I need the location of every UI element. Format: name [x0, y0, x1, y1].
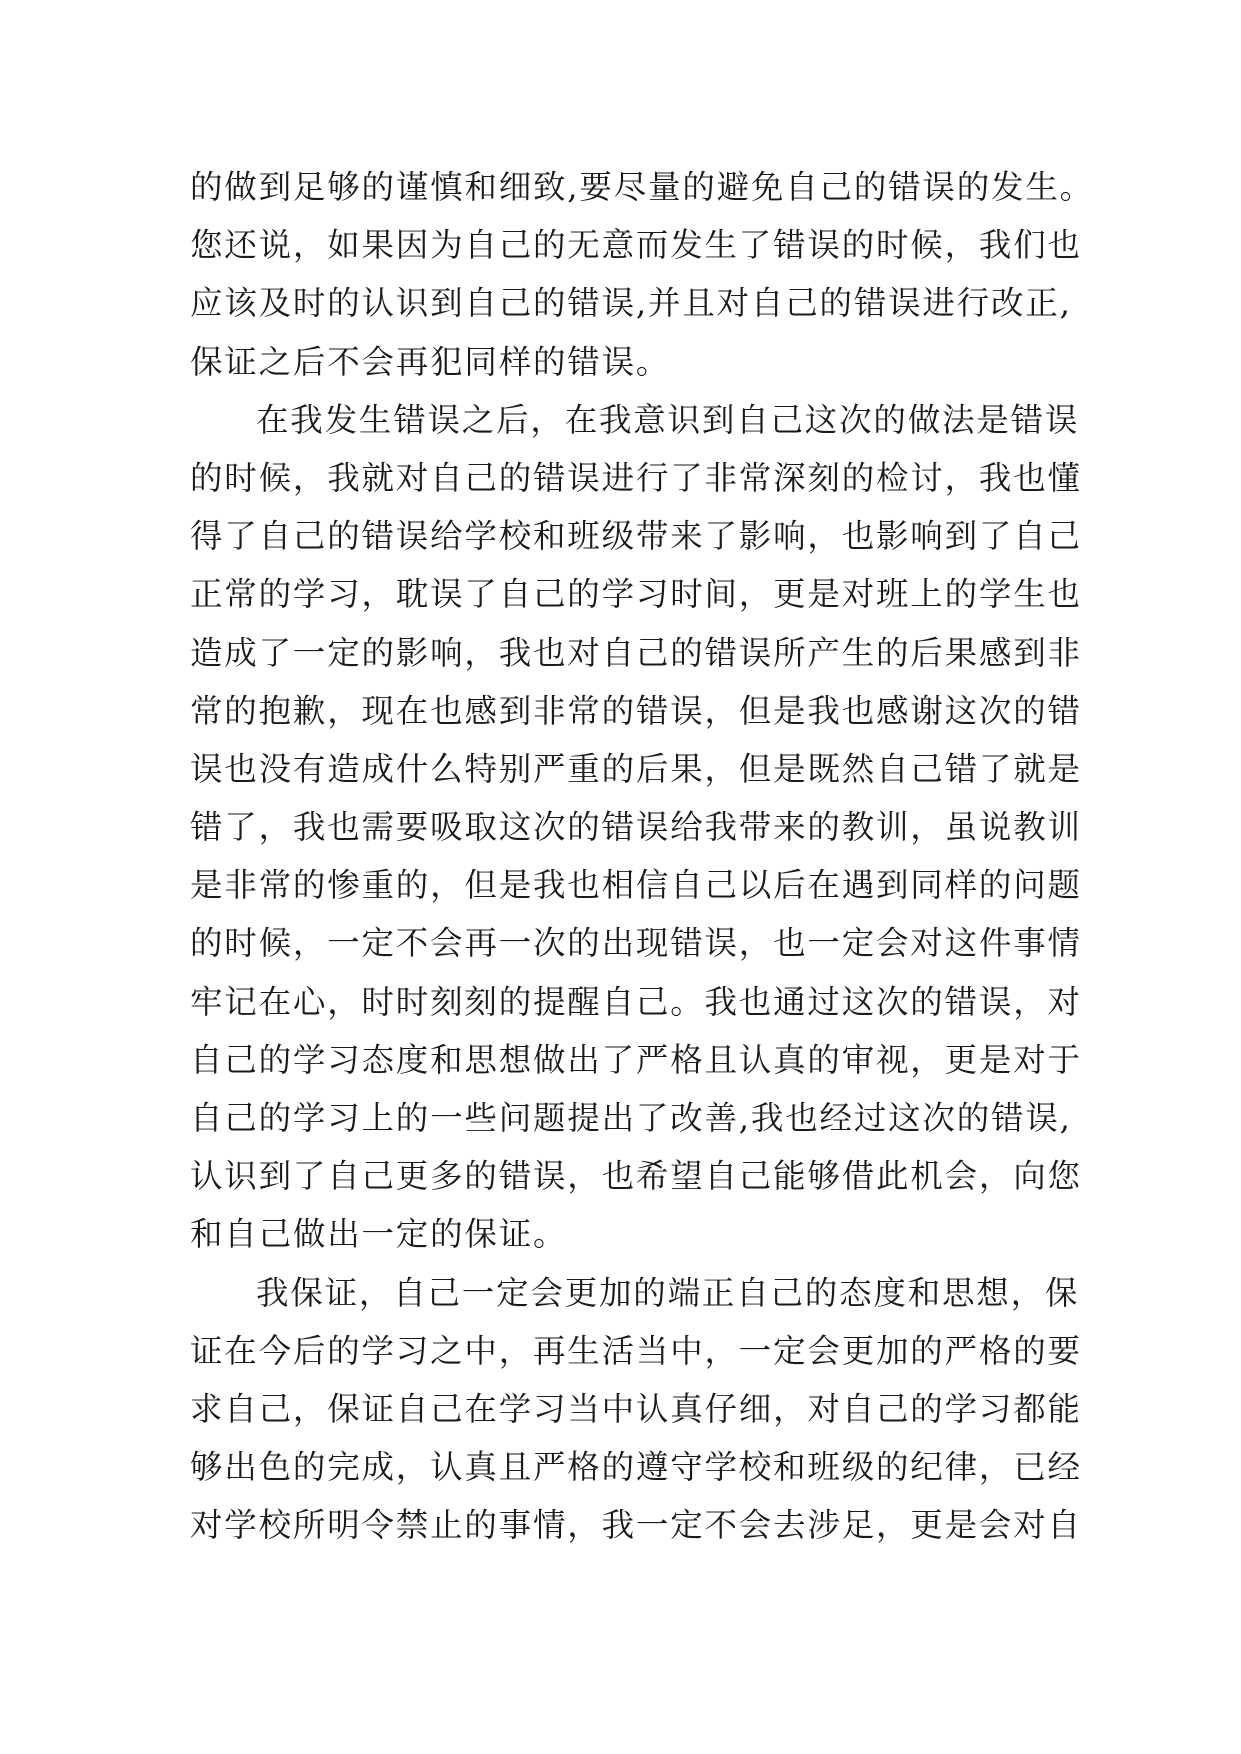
- text-line: 应该及时的认识到自己的错误,并且对自己的错误进行改正,: [190, 284, 1072, 323]
- text-line: 的时候，一定不会再一次的出现错误，也一定会对这件事情: [190, 924, 1082, 963]
- text-line: 保证之后不会再犯同样的错误。: [190, 342, 671, 381]
- text-line: 对学校所明令禁止的事情，我一定不会去涉足，更是会对自: [190, 1506, 1082, 1545]
- text-line: 常的抱歉，现在也感到非常的错误，但是我也感谢这次的错: [190, 691, 1082, 730]
- text-line: 错了，我也需要吸取这次的错误给我带来的教训，虽说教训: [190, 808, 1082, 847]
- text-line: 正常的学习，耽误了自己的学习时间，更是对班上的学生也: [190, 575, 1082, 614]
- text-line: 的时候，我就对自己的错误进行了非常深刻的检讨，我也懂: [190, 458, 1082, 497]
- text-line: 求自己，保证自己在学习当中认真仔细，对自己的学习都能: [190, 1389, 1082, 1428]
- text-line: 误也没有造成什么特别严重的后果，但是既然自己错了就是: [190, 749, 1082, 788]
- text-line: 和自己做出一定的保证。: [190, 1215, 568, 1254]
- text-line: 自己的学习上的一些问题提出了改善,我也经过这次的错误,: [190, 1099, 1072, 1137]
- text-line: 您还说，如果因为自己的无意而发生了错误的时候，我们也: [190, 226, 1082, 265]
- text-line: 牢记在心，时时刻刻的提醒自己。我也通过这次的错误，对: [190, 982, 1082, 1021]
- text-line: 的做到足够的谨慎和细致,要尽量的避免自己的错误的发生。: [190, 168, 1094, 206]
- document-body: [190, 158, 1094, 1555]
- text-line: 自己的学习态度和思想做出了严格且认真的审视，更是对于: [190, 1040, 1082, 1079]
- paragraph-first-line: 我保证，自己一定会更加的端正自己的态度和思想，保: [256, 1273, 1080, 1312]
- text-line: 得了自己的错误给学校和班级带来了影响，也影响到了自己: [190, 517, 1082, 556]
- text-line: 证在今后的学习之中，再生活当中，一定会更加的严格的要: [190, 1331, 1082, 1370]
- text-line: 造成了一定的影响，我也对自己的错误所产生的后果感到非: [190, 633, 1082, 672]
- paragraph-first-line: 在我发生错误之后，在我意识到自己这次的做法是错误: [256, 400, 1080, 439]
- text-line: 够出色的完成，认真且严格的遵守学校和班级的纪律，已经: [190, 1448, 1082, 1487]
- text-line: 是非常的惨重的，但是我也相信自己以后在遇到同样的问题: [190, 866, 1082, 905]
- text-line: 认识到了自己更多的错误，也希望自己能够借此机会，向您: [190, 1157, 1082, 1196]
